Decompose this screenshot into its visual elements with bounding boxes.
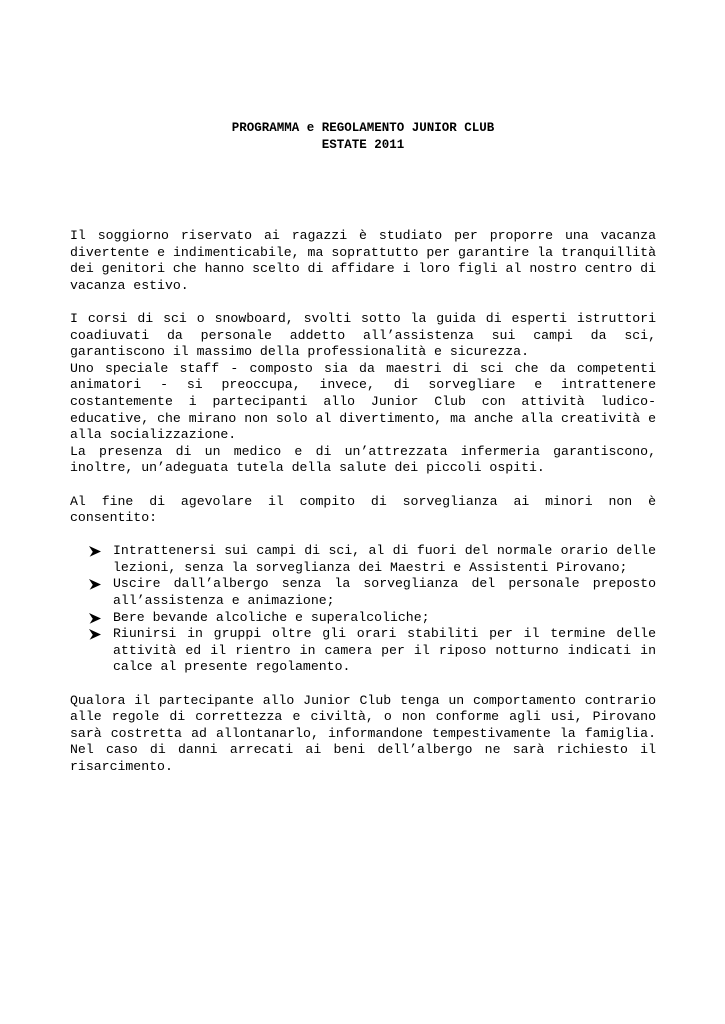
list-item-text: Uscire dall’albergo senza la sorveglianza del personale preposto all’assistenza e animazione; bbox=[113, 576, 656, 609]
closing-paragraph: Qualora il partecipante allo Junior Club tenga un comportamento contrario alle regole di correttezza e civiltà, o non conforme agli usi, Pirovano sarà costretta ad allontanarlo, informandone tempestivamente la famiglia. Nel caso di danni arrecati ai beni dell’albergo ne sarà richiesto il risarcimento. bbox=[70, 692, 656, 774]
list-item bbox=[88, 626, 656, 676]
document-page bbox=[70, 0, 656, 776]
list-item-text: Bere bevande alcoliche e superalcoliche; bbox=[113, 609, 430, 625]
arrowhead-bullet-icon bbox=[88, 578, 102, 591]
rules-intro-paragraph: Al fine di agevolare il compito di sorveglianza ai minori non è consentito: bbox=[70, 493, 656, 526]
staff-paragraph: Uno speciale staff - composto sia da maestri di sci che da competenti animatori - si preoccupa, invece, di sorvegliare e intrattenere costantemente i partecipanti allo Junior Club con attività ludico-educative, che mirano non solo al divertimento, ma anche alla creatività e alla socializzazione. bbox=[70, 360, 656, 443]
title-line-2: ESTATE 2011 bbox=[321, 137, 405, 152]
rules-list bbox=[70, 543, 656, 676]
list-item-text: Intrattenersi sui campi di sci, al di fuori del normale orario delle lezioni, senza la sorveglianza dei Maestri e Assistenti Pirovano; bbox=[113, 543, 656, 575]
list-item bbox=[88, 576, 656, 609]
medical-paragraph: La presenza di un medico e di un’attrezzata infermeria garantiscono, inoltre, un’adeguata tutela della salute dei piccoli ospiti. bbox=[70, 443, 656, 476]
arrowhead-bullet-icon bbox=[88, 545, 102, 558]
list-item-text: Riunirsi in gruppi oltre gli orari stabiliti per il termine delle attività ed il rientro in camera per il riposo notturno indicati in calce al presente regolamento. bbox=[113, 626, 656, 675]
list-item bbox=[88, 610, 656, 627]
ski-courses-paragraph: I corsi di sci o snowboard, svolti sotto la guida di esperti istruttori coadiuvati da personale addetto all’assistenza sui campi da sci, garantiscono il massimo della professionalità e sicurezza. bbox=[70, 310, 656, 360]
intro-paragraph: Il soggiorno riservato ai ragazzi è studiato per proporre una vacanza divertente e indimenticabile, ma soprattutto per garantire la tranquillità dei genitori che hanno scelto di affidare i loro figli al nostro centro di vacanza estivo. bbox=[70, 228, 656, 293]
arrowhead-bullet-icon bbox=[88, 628, 102, 641]
document-title bbox=[70, 120, 656, 153]
list-item bbox=[88, 543, 656, 576]
title-line-1: PROGRAMMA e REGOLAMENTO JUNIOR CLUB bbox=[231, 121, 495, 135]
document-body bbox=[70, 228, 656, 776]
arrowhead-bullet-icon bbox=[88, 612, 102, 625]
